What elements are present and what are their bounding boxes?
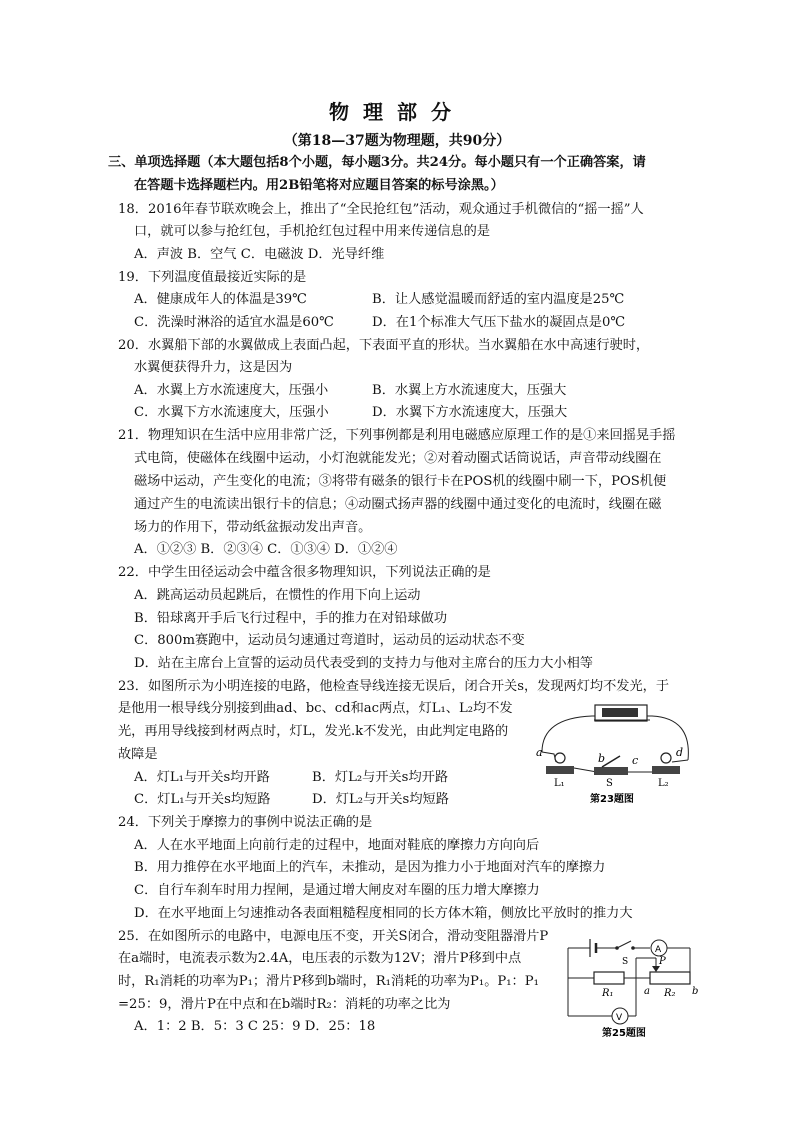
fig23-label-b: b <box>598 752 606 765</box>
fig23-label-d: d <box>676 746 684 759</box>
q20-option-b: B．水翼上方水流速度大，压强大 <box>372 383 567 398</box>
q18-stem-2: 口，就可以参与抢红包，手机抢红包过程中用来传递信息的是 <box>134 224 491 239</box>
q22-option-b: B．铅球离开手后飞行过程中，手的推力在对铅球做功 <box>134 611 448 626</box>
q23-option-d: D．灯L₂与开关s均短路 <box>312 792 449 807</box>
q25-stem-3: 时，R₁消耗的功率为P₁；滑片P移到b端时，R₁消耗的功率为P₁。P₁：P₁ <box>118 974 539 989</box>
figure-23 <box>532 700 702 810</box>
fig25-label-r1: R₁ <box>602 988 614 999</box>
q19-option-b: B．让人感觉温暖而舒适的室内温度是25℃ <box>372 292 625 307</box>
q23-stem-1: 23．如图所示为小明连接的电路，他检查导线连接无误后，闭合开关s，发现两灯均不发光，于 <box>118 679 670 694</box>
figure-25 <box>560 928 700 1040</box>
switch-s-icon <box>617 941 631 948</box>
q19-option-d: D．在1个标准大气压下盐水的凝固点是0℃ <box>372 315 626 330</box>
fig23-label-l1: L₁ <box>554 778 565 789</box>
q22-stem: 22．中学生田径运动会中蕴含很多物理知识，下列说法正确的是 <box>118 565 491 580</box>
fig23-label-l2: L₂ <box>658 778 669 789</box>
q21-stem-5: 场力的作用下，带动纸盆振动发出声音。 <box>134 520 372 535</box>
q18-options: A．声波 B．空气 C．电磁波 D．光导纤维 <box>134 247 385 262</box>
fig25-label-b: b <box>692 986 699 997</box>
fig23-caption: 第23题图 <box>590 794 634 805</box>
fig23-label-c: c <box>632 754 639 767</box>
q21-stem-4: 通过产生的电流读出银行卡的信息；④动圈式扬声器的线圈中通过变化的电流时，线圈在磁 <box>134 497 662 512</box>
section-heading-line-2: 在答题卡选择题栏内。用2B铅笔将对应题目答案的标号涂黑。） <box>134 178 504 193</box>
switch-s-base <box>594 767 628 775</box>
q18-stem-1: 18．2016年春节联欢晚会上，推出了“全民抢红包”活动，观众通过手机微信的“摇一摇”人 <box>118 202 644 217</box>
q25-stem-4: =25：9，滑片P在中点和在b端时R₂：消耗的功率之比为 <box>118 997 451 1012</box>
lamp-l2-base <box>652 766 680 774</box>
q24-option-a: A．人在水平地面上向前行走的过程中，地面对鞋底的摩擦力方向向后 <box>134 838 540 853</box>
q20-option-c: C．水翼下方水流速度大，压强小 <box>134 405 329 420</box>
fig25-label-voltmeter: V <box>616 1013 623 1023</box>
resistor-r1-icon <box>594 972 624 984</box>
fig25-caption: 第25题图 <box>602 1028 646 1039</box>
q21-stem-2: 式电筒，使磁体在线圈中运动，小灯泡就能发光；②对着动圈式话筒说话，声音带动线圈在 <box>134 451 662 466</box>
q23-option-b: B．灯L₂与开关s均开路 <box>312 770 449 785</box>
q19-stem: 19．下列温度值最接近实际的是 <box>118 270 307 285</box>
q22-option-a: A．跳高运动员起跳后，在惯性的作用下向上运动 <box>134 588 421 603</box>
q23-stem-4: 故障是 <box>118 747 158 762</box>
q21-options: A．①②③ B．②③④ C．①③④ D．①②④ <box>134 542 398 557</box>
fig25-label-s: S <box>622 957 629 967</box>
q24-option-c: C．自行车刹车时用力捏闸，是通过增大闸皮对车圈的压力增大摩擦力 <box>134 883 540 898</box>
section-heading-line-1: 三、单项选择题（本大题包括8个小题，每小题3分。共24分。每小题只有一个正确答案，请 <box>108 155 646 170</box>
q24-option-b: B．用力推停在水平地面上的汽车，未推动，是因为推力小于地面对汽车的摩擦力 <box>134 860 606 875</box>
q20-option-d: D．水翼下方水流速度大，压强大 <box>372 405 568 420</box>
q20-stem-2: 水翼便获得升力，这是因为 <box>134 360 293 375</box>
q24-stem: 24．下列关于摩擦力的事例中说法正确的是 <box>118 815 373 830</box>
fig25-label-a: a <box>644 986 650 997</box>
q20-option-a: A．水翼上方水流速度大，压强小 <box>134 383 329 398</box>
lamp-l2-icon <box>661 753 671 763</box>
fig23-label-s: S <box>606 778 613 789</box>
q23-stem-3: 光，再用导线接到材两点时，灯L，发光.k不发光，由此判定电路的 <box>118 724 509 739</box>
q21-stem-3: 磁场中运动，产生变化的电流；③将带有磁条的银行卡在POS机的线圈中刷一下，POS机便 <box>134 474 667 489</box>
lamp-l1-base <box>546 766 574 774</box>
q19-option-c: C．洗澡时淋浴的适宜水温是60℃ <box>134 315 334 330</box>
q23-stem-2: 是他用一根导线分别接到曲ad、bc、cd和ac两点，灯L₁、L₂均不发 <box>118 701 513 716</box>
circuit-diagram-25 <box>560 928 700 1040</box>
q19-option-a: A．健康成年人的体温是39℃ <box>134 292 307 307</box>
circuit-diagram-23 <box>532 700 702 810</box>
q22-option-c: C．800m赛跑中，运动员匀速通过弯道时，运动员的运动状态不变 <box>134 633 525 648</box>
q21-stem-1: 21．物理知识在生活中应用非常广泛，下列事例都是利用电磁感应原理工作的是①来回摇晃手摇 <box>118 428 676 443</box>
fig25-label-r2: R₂ <box>664 988 676 999</box>
q23-option-a: A．灯L₁与开关s均开路 <box>134 770 270 785</box>
q23-option-c: C．灯L₁与开关s均短路 <box>134 792 271 807</box>
q24-option-d: D．在水平地面上匀速推动各表面粗糙程度相同的长方体木箱，侧放比平放时的推力大 <box>134 906 633 921</box>
q20-stem-1: 20．水翼船下部的水翼做成上表面凸起，下表面平直的形状。当水翼船在水中高速行驶时， <box>118 338 650 353</box>
q25-stem-2: 在a端时，电流表示数为2.4A，电压表的示数为12V；滑片P移到中点 <box>118 951 522 966</box>
fig23-label-a: a <box>536 746 543 759</box>
page-title: 物理部分 <box>329 100 465 124</box>
page-subtitle: （第18—37题为物理题，共90分） <box>283 133 511 149</box>
q25-stem-1: 25．在如图所示的电路中，电源电压不变，开关S闭合，滑动变阻器滑片P <box>118 929 549 944</box>
q25-options: A．1：2 B．5：3 C 25：9 D．25：18 <box>134 1019 376 1034</box>
rheostat-r2-icon <box>650 972 690 984</box>
q22-option-d: D．站在主席台上宣誓的运动员代表受到的支持力与他对主席台的压力大小相等 <box>134 656 593 671</box>
fig25-label-ammeter: A <box>655 945 662 955</box>
fig25-label-p: P <box>659 956 666 967</box>
lamp-l1-icon <box>555 753 565 763</box>
